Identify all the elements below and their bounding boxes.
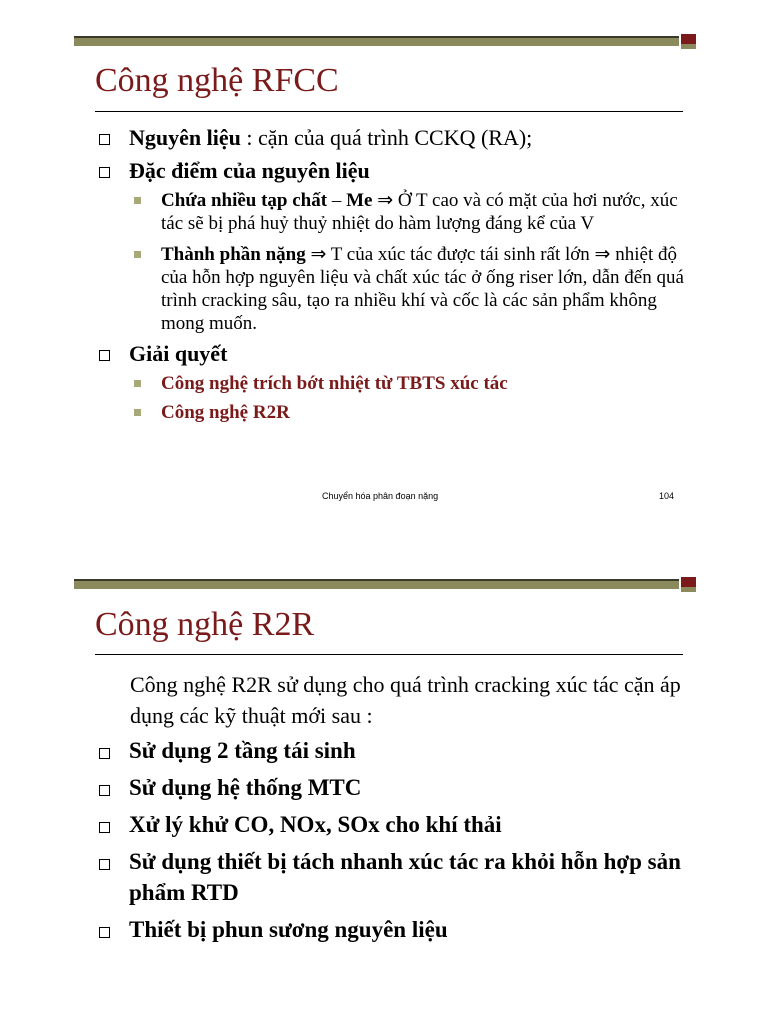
bullet-list [95, 735, 685, 945]
sub-bullet-heavy: Thành phần nặng ⇒ T của xúc tác được tái sinh rất lớn ⇒ nhiệt độ của hỗn hợp nguyên liệu và chất xúc tác ở ống riser lớn, dẫn đến quá trình cracking sâu, tạo ra nhiều khí và cốc là các sản phẩm không mong muốn. [95, 243, 685, 335]
bullet-item: Xử lý khử CO, NOx, SOx cho khí thải [95, 809, 685, 840]
hollow-square-bullet-icon [99, 748, 110, 759]
filled-square-bullet-icon [134, 197, 141, 204]
slide-footer: Chuyển hóa phân đoạn nặng [322, 491, 439, 501]
title-divider [95, 111, 683, 112]
bullet-item: Sử dụng hệ thống MTC [95, 772, 685, 803]
slide-title: Công nghệ RFCC [95, 62, 339, 99]
hollow-square-bullet-icon [99, 167, 110, 178]
decorative-top-bar [74, 577, 698, 590]
title-divider [95, 654, 683, 655]
bullet-item: Sử dụng 2 tầng tái sinh [95, 735, 685, 766]
filled-square-bullet-icon [134, 251, 141, 258]
page-number: 104 [659, 491, 675, 501]
hollow-square-bullet-icon [99, 134, 110, 145]
hollow-square-bullet-icon [99, 822, 110, 833]
slide-r2r [0, 540, 768, 1024]
bullet-solution: Giải quyết [95, 341, 685, 367]
intro-paragraph: Công nghệ R2R sử dụng cho quá trình cracking xúc tác cặn áp dụng các kỹ thuật mới sau : [130, 672, 681, 728]
hollow-square-bullet-icon [99, 859, 110, 870]
sub-bullet-impurities: Chứa nhiều tạp chất – Me ⇒ Ở T cao và có mặt của hơi nước, xúc tác sẽ bị phá huỷ thuỷ nhiệt do hàm lượng đáng kể của V [95, 189, 685, 235]
bullet-list [95, 125, 685, 424]
hollow-square-bullet-icon [99, 350, 110, 361]
decorative-top-bar [74, 34, 698, 47]
bullet-characteristics: Đặc điểm của nguyên liệu [95, 158, 685, 184]
bullet-feedstock: Nguyên liệu : cặn của quá trình CCKQ (RA); [95, 125, 685, 151]
sub-bullet-r2r: Công nghệ R2R [95, 401, 685, 424]
bullet-item: Sử dụng thiết bị tách nhanh xúc tác ra khỏi hỗn hợp sản phẩm RTD [95, 846, 685, 908]
filled-square-bullet-icon [134, 380, 141, 387]
hollow-square-bullet-icon [99, 785, 110, 796]
filled-square-bullet-icon [134, 409, 141, 416]
hollow-square-bullet-icon [99, 927, 110, 938]
bullet-item: Thiết bị phun sương nguyên liệu [95, 914, 685, 945]
sub-bullet-heat-removal: Công nghệ trích bớt nhiệt từ TBTS xúc tác [95, 372, 685, 395]
slide-title: Công nghệ R2R [95, 606, 315, 643]
